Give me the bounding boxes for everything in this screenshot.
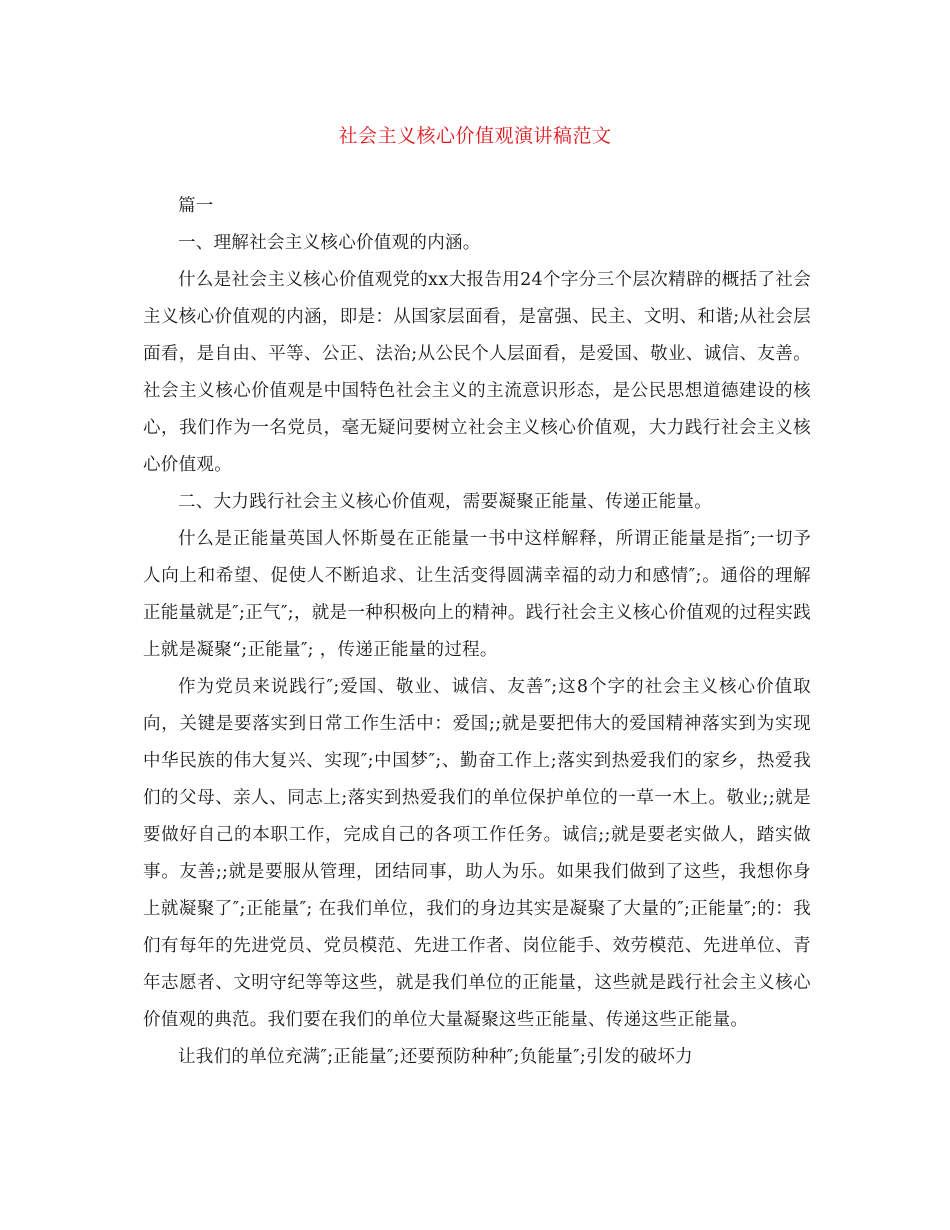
paragraph: 什么是社会主义核心价值观党的xx大报告用24个字分三个层次精辟的概括了社会主义核心价值观的内涵，即是：从国家层面看，是富强、民主、文明、和谐;从社会层面看，是自由、平等、公正、法治;从公民个人层面看，是爱国、敬业、诚信、友善。社会主义核心价值观是中国特色社会主义的主流意识形态，是公民思想道德建设的核心，我们作为一名党员，毫无疑问要树立社会主义核心价值观，大力践行社会主义核心价值观。 — [143, 270, 811, 475]
section-heading: 篇一 — [178, 196, 214, 216]
paragraph: 一、理解社会主义核心价值观的内涵。 — [178, 233, 481, 253]
paragraph: 什么是正能量英国人怀斯曼在正能量一书中这样解释，所谓正能量是指″;一切予人向上和希望、促使人不断追求、让生活变得圆满幸福的动力和感情″;。通俗的理解正能量就是″;正气″;，就是一种积极向上的精神。践行社会主义核心价值观的过程实践上就是凝聚“;正能量″; ，传递正能量的过程。 — [143, 529, 811, 660]
paragraph: 二、大力践行社会主义核心价值观，需要凝聚正能量、传递正能量。 — [178, 492, 712, 512]
document-title: 社会主义核心价值观演讲稿范文 — [338, 125, 612, 147]
paragraph: 作为党员来说践行″;爱国、敬业、诚信、友善″;这8个字的社会主义核心价值取向，关键是要落实到日常工作生活中：爱国;;就是要把伟大的爱国精神落实到为实现中华民族的伟大复兴、实现″;中国梦″;、勤奋工作上;落实到热爱我们的家乡，热爱我们的父母、亲人、同志上;落实到热爱我们的单位保护单位的一草一木上。敬业;;就是要做好自己的本职工作，完成自己的各项工作任务。诚信;;就是要老实做人，踏实做事。友善;;就是要服从管理，团结同事，助人为乐。如果我们做到了这些，我想你身上就凝聚了″;正能量″; 在我们单位，我们的身边其实是凝聚了大量的″;正能量″;的：我们有每年的先进党员、党员模范、先进工作者、岗位能手、效劳模范、先进单位、青年志愿者、文明守纪等等这些，就是我们单位的正能量，这些就是践行社会主义核心价值观的典范。我们要在我们的单位大量凝聚这些正能量、传递这些正能量。 — [143, 677, 811, 1030]
document-body — [143, 188, 811, 1076]
paragraph: 让我们的单位充满″;正能量″;还要预防种种″;负能量″;引发的破坏力 — [178, 1047, 693, 1067]
